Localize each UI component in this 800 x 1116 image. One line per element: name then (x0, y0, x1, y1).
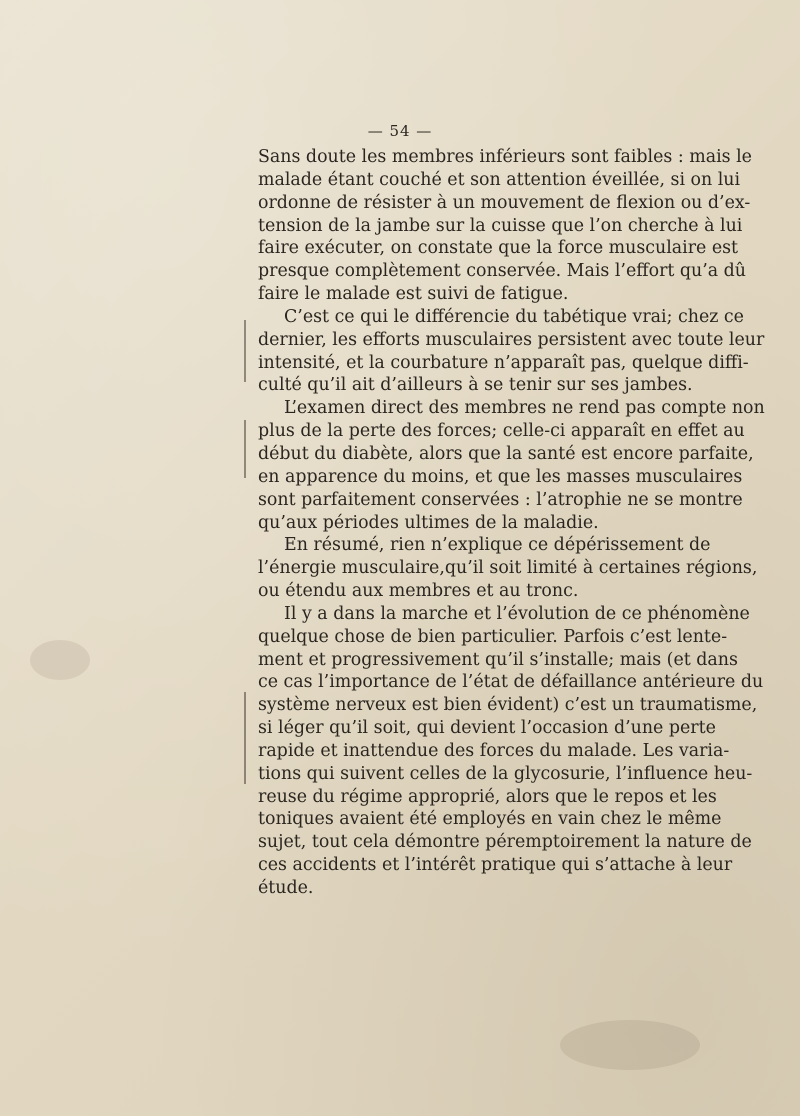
text-line: reuse du régime approprié, alors que le repos et les (258, 786, 717, 807)
text-line: L’examen direct des membres ne rend pas compte non (284, 398, 765, 419)
body-text (258, 146, 765, 900)
text-line: En résumé, rien n’explique ce dépérissement de (284, 535, 711, 556)
text-line: ou étendu aux membres et au tronc. (258, 581, 579, 602)
text-line: Il y a dans la marche et l’évolution de ce phénomène (284, 603, 750, 624)
text-line: dernier, les efforts musculaires persistent avec toute leur (258, 329, 765, 350)
text-line: Sans doute les membres inférieurs sont faibles : mais le (258, 147, 752, 167)
text-line: qu’aux périodes ultimes de la maladie. (258, 512, 599, 533)
text-line: toniques avaient été employés en vain chez le même (258, 809, 722, 830)
text-line: début du diabète, alors que la santé est encore parfaite, (258, 443, 754, 464)
text-line: ment et progressivement qu’il s’installe; mais (et dans (258, 649, 738, 670)
text-line: faire exécuter, on constate que la force musculaire est (258, 238, 739, 259)
text-line: ordonne de résister à un mouvement de flexion ou d’ex- (258, 192, 751, 213)
text-line: ces accidents et l’intérêt pratique qui s’attache à leur (258, 855, 733, 876)
text-line: système nerveux est bien évident) c’est un traumatisme, (258, 695, 758, 716)
text-line: rapide et inattendue des forces du malade. Les varia- (258, 740, 730, 761)
paper-stain (560, 1020, 700, 1070)
text-line: si léger qu’il soit, qui devient l’occasion d’une perte (258, 718, 716, 739)
text-line: malade étant couché et son attention éveillée, si on lui (258, 169, 741, 190)
margin-annotation-line (244, 420, 246, 478)
text-line: étude. (258, 878, 314, 898)
margin-annotation-line (244, 692, 246, 784)
text-line: culté qu’il ait d’ailleurs à se tenir sur ses jambes. (258, 375, 693, 396)
page-number: — 54 — (367, 122, 433, 140)
text-line: l’énergie musculaire,qu’il soit limité à certaines régions, (258, 558, 758, 579)
paper-stain (30, 640, 90, 680)
text-line: quelque chose de bien particulier. Parfois c’est lente- (258, 626, 728, 647)
text-line: sont parfaitement conservées : l’atrophie ne se montre (258, 489, 743, 510)
text-line: tions qui suivent celles de la glycosurie, l’influence heu- (258, 763, 753, 784)
text-line: faire le malade est suivi de fatigue. (258, 284, 569, 305)
text-line: ce cas l’importance de l’état de défaillance antérieure du (258, 672, 764, 693)
text-line: C’est ce qui le différencie du tabétique vrai; chez ce (284, 306, 744, 327)
margin-annotation-line (244, 320, 246, 382)
text-line: presque complètement conservée. Mais l’effort qu’a dû (258, 261, 746, 282)
text-line: en apparence du moins, et que les masses musculaires (258, 466, 743, 487)
text-line: sujet, tout cela démontre péremptoirement la nature de (258, 832, 752, 853)
text-line: plus de la perte des forces; celle-ci apparaît en effet au (258, 421, 745, 442)
text-line: intensité, et la courbature n’apparaît pas, quelque diffi- (258, 352, 749, 373)
text-line: tension de la jambe sur la cuisse que l’on cherche à lui (258, 215, 743, 236)
